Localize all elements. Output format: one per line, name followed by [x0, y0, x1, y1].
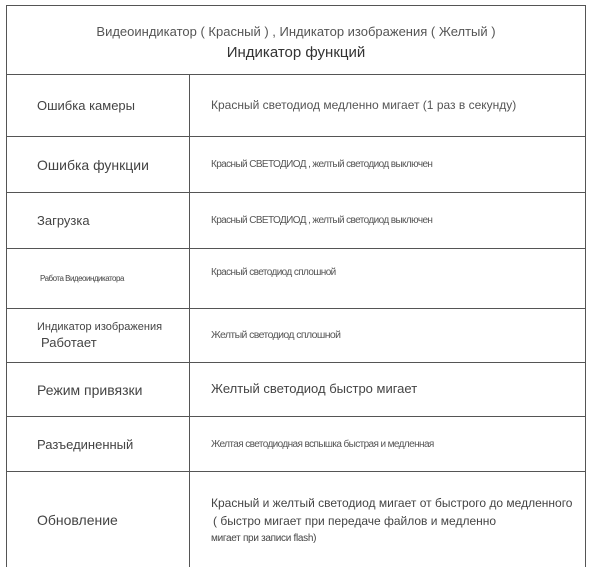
table-row: [7, 309, 585, 363]
table-row: [7, 417, 585, 472]
row-name: Режим привязки: [37, 381, 143, 398]
row-name-line-2: Работает: [41, 335, 97, 350]
header-line-1: Видеоиндикатор ( Красный ) , Индикатор изображения ( Желтый ): [96, 24, 496, 39]
table-row: [7, 193, 585, 249]
row-desc-line-1: Красный и желтый светодиод мигает от быстрого до медленного: [211, 495, 573, 510]
table-row: [7, 75, 585, 137]
row-desc: Красный светодиод медленно мигает (1 раз в секунду): [211, 97, 517, 112]
row-desc: Желтый светодиод быстро мигает: [211, 381, 418, 397]
table-row: [7, 137, 585, 193]
header-line-2: Индикатор функций: [226, 44, 366, 61]
row-name: [7, 309, 189, 362]
row-name: Ошибка камеры: [37, 98, 136, 113]
row-desc: Красный СВЕТОДИОД , желтый светодиод выключен: [211, 215, 433, 226]
row-name: Работа Видеоиндикатора: [40, 274, 124, 283]
indicator-table: [6, 5, 586, 567]
row-name-line-1: Индикатор изображения: [37, 321, 163, 333]
row-name: Обновление: [37, 512, 118, 528]
row-name: Загрузка: [37, 213, 90, 228]
table-row: [7, 249, 585, 309]
row-name: Ошибка функции: [37, 156, 149, 173]
row-desc: Красный СВЕТОДИОД , желтый светодиод выключен: [211, 159, 433, 170]
row-desc: Желтый светодиод сплошной: [211, 328, 341, 341]
row-desc-line-2: ( быстро мигает при передаче файлов и медленно: [213, 514, 497, 529]
row-desc: Желтая светодиодная вспышка быстрая и медленная: [211, 438, 434, 450]
row-desc: [190, 472, 585, 568]
row-desc-line-3: мигает при записи flash): [211, 532, 317, 544]
table-header: [7, 6, 585, 75]
table-row: [7, 472, 585, 568]
row-name: Разъединенный: [37, 436, 134, 452]
row-desc: Красный светодиод сплошной: [211, 267, 336, 278]
table-row: [7, 363, 585, 417]
